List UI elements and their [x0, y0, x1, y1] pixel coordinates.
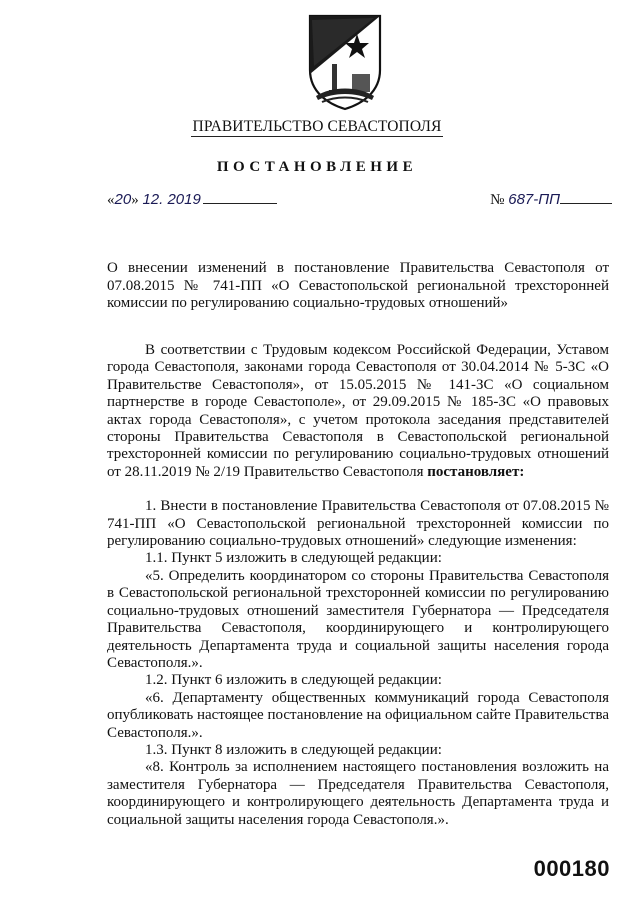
document-number: № 687-ПП [490, 189, 612, 209]
item-1-1-text: «5. Определить координатором со стороны Правительства Севастополя в Севастопольской региональной трехсторонней комиссии по регулированию социально-трудовых отношений заместителя Губернатора — Председателя Правительства Севастополя, координирующего и контролирующего деятельность Департамента труда и социальной защиты населения города Севастополя.». [107, 567, 609, 671]
item-1-1: 1.1. Пункт 5 изложить в следующей редакции: [145, 550, 442, 567]
government-title: ПРАВИТЕЛЬСТВО СЕВАСТОПОЛЯ [192, 118, 442, 135]
document-subject: О внесении изменений в постановление Правительства Севастополя от 07.08.2015 № 741-ПП «О Севастопольской региональной трехсторонней комиссии по регулированию социально-трудовых отношений» [107, 260, 609, 312]
document-serial-number: 000180 [533, 856, 610, 881]
document-date: «20» 12. 2019 [107, 189, 277, 209]
number-underline [560, 189, 612, 204]
date-underline [203, 189, 277, 204]
item-1-2: 1.2. Пункт 6 изложить в следующей редакции: [145, 672, 442, 689]
date-month-year: 12. 2019 [142, 191, 201, 208]
item-1: 1. Внести в постановление Правительства Севастополя от 07.08.2015 № 741-ПП «О Севастопольской региональной трехсторонней комиссии по регулированию социально-трудовых отношений» следующие изменения: [107, 498, 609, 550]
sevastopol-coat-of-arms-icon [302, 12, 388, 112]
preamble-paragraph: В соответствии с Трудовым кодексом Российской Федерации, Уставом города Севастополя, законами города Севастополя от 30.04.2014 № 5-ЗС «О Правительстве Севастополя», от 15.05.2015 № 141-ЗС «О социальном партнерстве в городе Севастополе», от 29.09.2015 № 185-ЗС «О правовых актах города Севастополя», с учетом протокола заседания представителей стороны Правительства Севастополя в Севастопольской региональной трехсторонней комиссии по регулированию социально-трудовых отношений от 28.11.2019 № 2/19 Правительство Севастополя постановляет: [107, 342, 609, 480]
number-value: 687-ПП [508, 191, 560, 208]
date-day: 20 [114, 191, 132, 208]
item-1-2-text: «6. Департаменту общественных коммуникаций города Севастополя опубликовать настоящее постановление на официальном сайте Правительства Севастополя.». [107, 689, 609, 741]
item-1-3-text: «8. Контроль за исполнением настоящего постановления возложить на заместителя Губернатора — Председателя Правительства Севастополя, координирующего и контролирующего деятельность Департамента труда и социальной защиты населения города Севастополя.». [107, 759, 609, 828]
item-1-3: 1.3. Пункт 8 изложить в следующей редакции: [145, 741, 442, 758]
document-type-heading: ПОСТАНОВЛЕНИЕ [216, 159, 418, 175]
preamble-verb: постановляет: [427, 463, 525, 480]
document-body [107, 342, 609, 829]
